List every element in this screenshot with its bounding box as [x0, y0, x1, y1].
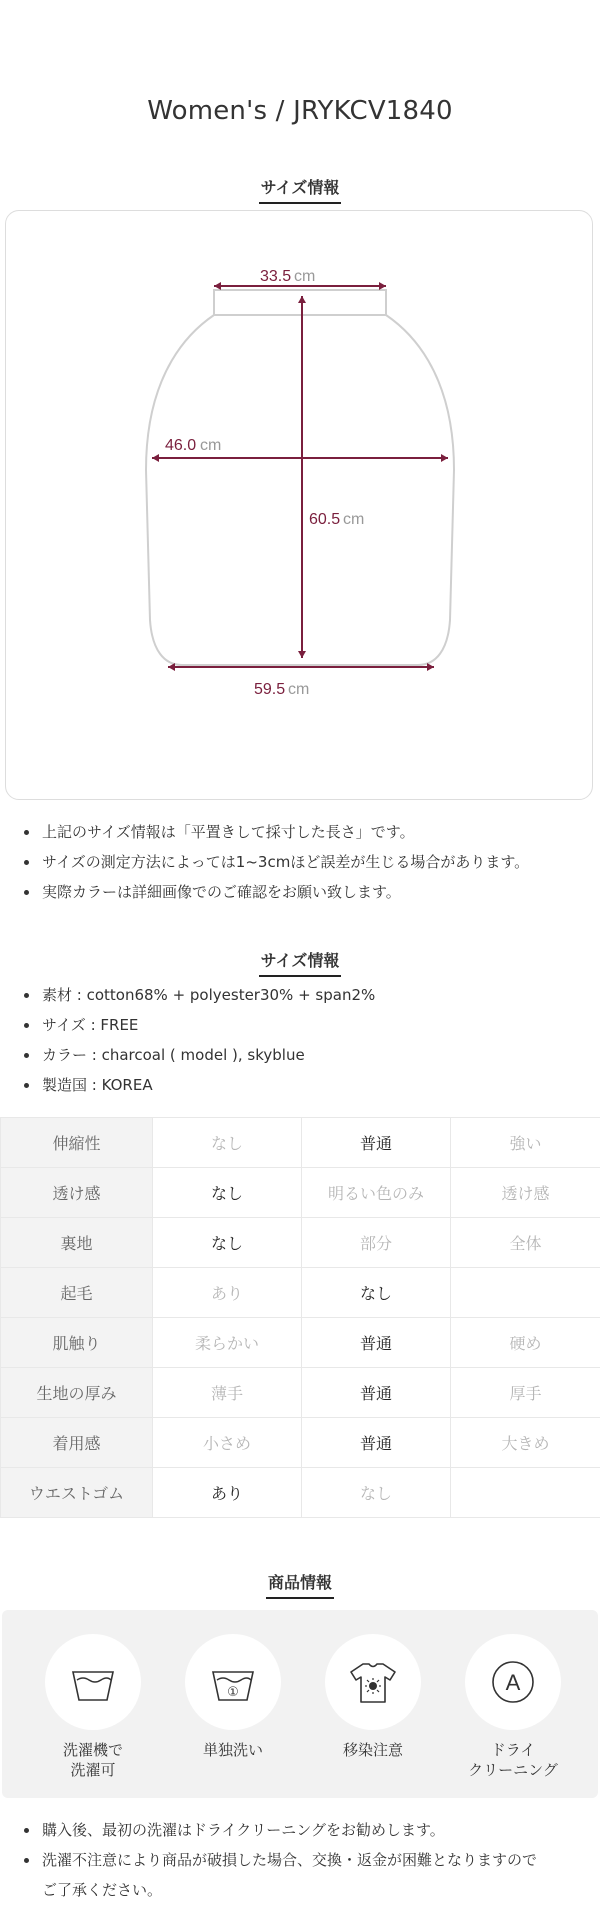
feature-option: 透け感 [451, 1168, 600, 1218]
feature-option: 大きめ [451, 1418, 600, 1468]
product-info-heading: 商品情報 [0, 1570, 600, 1599]
feature-option: あり [153, 1268, 302, 1318]
care-item [308, 1634, 438, 1760]
feature-option: 柔らかい [153, 1318, 302, 1368]
size-note: サイズの測定方法によっては1~3cmほど誤差が生じる場合があります。 [20, 847, 529, 877]
feature-option: 全体 [451, 1218, 600, 1268]
feature-row [1, 1418, 600, 1468]
care-label: ドライ クリーニング [468, 1741, 558, 1779]
skirt-size-diagram [0, 0, 600, 800]
product-note: 購入後、最初の洗濯はドライクリーニングをお勧めします。 [20, 1815, 537, 1845]
feature-name: 起毛 [1, 1268, 153, 1318]
spec-heading: サイズ情報 [0, 948, 600, 977]
feature-option: 普通 [302, 1318, 451, 1368]
length-arrow [298, 296, 306, 658]
feature-name: ウエストゴム [1, 1468, 153, 1518]
feature-row [1, 1118, 600, 1168]
size-note: 上記のサイズ情報は「平置きして採寸した長さ」です。 [20, 817, 529, 847]
spec-origin: 製造国 : KOREA [20, 1070, 375, 1100]
feature-option: なし [153, 1218, 302, 1268]
spec-material: 素材 : cotton68% + polyester30% + span2% [20, 980, 375, 1010]
feature-name: 伸縮性 [1, 1118, 153, 1168]
hip-arrow [152, 454, 448, 462]
skirt-outline [146, 290, 454, 665]
feature-row [1, 1318, 600, 1368]
feature-option: 硬め [451, 1318, 600, 1368]
feature-row [1, 1468, 600, 1518]
length-unit: cm [343, 511, 365, 528]
feature-row [1, 1218, 600, 1268]
spec-size: サイズ : FREE [20, 1010, 375, 1040]
size-info-heading: サイズ情報 [0, 175, 600, 204]
size-note: 実際カラーは詳細画像でのご確認をお願い致します。 [20, 877, 529, 907]
product-title: Women's / JRYKCV1840 [147, 96, 453, 126]
feature-option: なし [302, 1268, 451, 1318]
hip-value: 46.0 [165, 437, 197, 454]
waist-unit: cm [294, 268, 316, 285]
feature-option: 強い [451, 1118, 600, 1168]
color-transfer-tshirt-icon [325, 1634, 421, 1730]
feature-option: 部分 [302, 1218, 451, 1268]
hem-unit: cm [288, 681, 310, 698]
spec-color: カラー : charcoal ( model ), skyblue [20, 1040, 375, 1070]
svg-text:A: A [505, 1670, 521, 1695]
fabric-features-table [0, 1117, 600, 1518]
feature-option: 厚手 [451, 1368, 600, 1418]
spec-list [20, 980, 375, 1100]
feature-name: 肌触り [1, 1318, 153, 1368]
care-item [168, 1634, 298, 1760]
feature-row [1, 1168, 600, 1218]
hip-unit: cm [200, 437, 222, 454]
feature-option: なし [302, 1468, 451, 1518]
feature-option: 普通 [302, 1118, 451, 1168]
feature-option: 普通 [302, 1368, 451, 1418]
waist-value: 33.5 [260, 268, 292, 285]
product-notes-list [20, 1815, 537, 1905]
hem-value: 59.5 [254, 681, 286, 698]
svg-text:①: ① [227, 1685, 239, 1700]
feature-option: 小さめ [153, 1418, 302, 1468]
length-value: 60.5 [309, 511, 341, 528]
feature-row [1, 1368, 600, 1418]
feature-option: 普通 [302, 1418, 451, 1468]
care-label: 移染注意 [342, 1741, 403, 1759]
feature-name: 着用感 [1, 1418, 153, 1468]
care-label: 単独洗い [202, 1741, 263, 1759]
care-instructions-panel [2, 1610, 598, 1798]
feature-option: 薄手 [153, 1368, 302, 1418]
feature-option: なし [153, 1168, 302, 1218]
feature-name: 裏地 [1, 1218, 153, 1268]
product-note-continuation: ご了承ください。 [42, 1881, 163, 1899]
feature-option: 明るい色のみ [302, 1168, 451, 1218]
feature-name: 透け感 [1, 1168, 153, 1218]
care-item [448, 1634, 578, 1780]
wash-separately-icon [185, 1634, 281, 1730]
machine-wash-icon [45, 1634, 141, 1730]
product-note: 洗濯不注意により商品が破損した場合、交換・返金が困難となりますので [20, 1845, 537, 1875]
feature-row [1, 1268, 600, 1318]
feature-name: 生地の厚み [1, 1368, 153, 1418]
dry-clean-icon [465, 1634, 561, 1730]
size-notes-list [20, 817, 529, 907]
care-item [28, 1634, 158, 1780]
feature-option: あり [153, 1468, 302, 1518]
feature-option [451, 1268, 600, 1318]
feature-option [451, 1468, 600, 1518]
feature-option: なし [153, 1118, 302, 1168]
care-label: 洗濯機で 洗濯可 [62, 1741, 123, 1779]
